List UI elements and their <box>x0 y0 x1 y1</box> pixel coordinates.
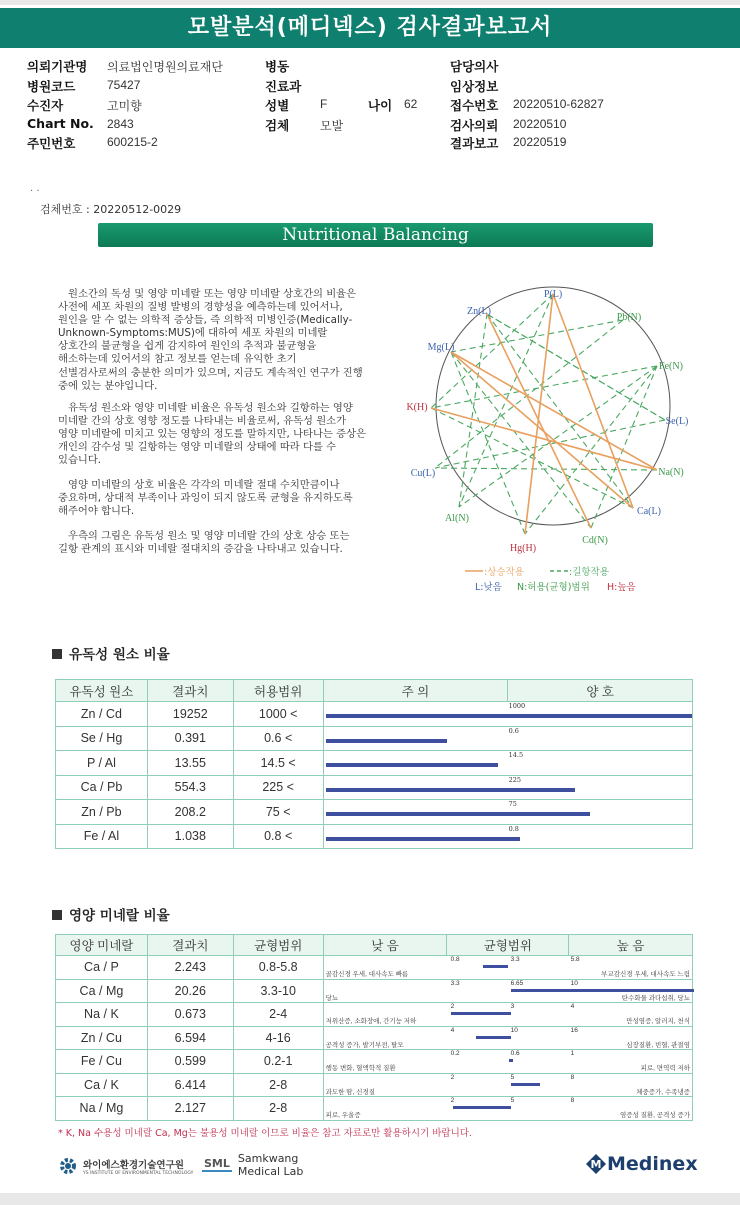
toxic-range: 14.5 < <box>233 751 323 776</box>
header-label: 접수번호 <box>450 98 499 113</box>
toxic-bar-cell <box>323 726 692 751</box>
antagonism-line <box>451 352 591 528</box>
legend-level-text: N:허용(균형)범위 <box>517 582 590 593</box>
legend-level-text: H:높음 <box>607 582 636 593</box>
nutrient-high-text: 체중증가, 수족냉증 <box>636 1088 690 1096</box>
nutrient-range: 4-16 <box>233 1026 323 1050</box>
nutrient-bar <box>476 1036 511 1039</box>
nutrient-range-mid: 5 <box>510 1073 515 1081</box>
nutrient-result: 2.243 <box>147 956 233 980</box>
nutrient-result: 20.26 <box>147 979 233 1003</box>
medinex-logo <box>586 1153 698 1175</box>
square-bullet-icon <box>52 649 62 659</box>
nutrient-bar-cell <box>323 1050 692 1074</box>
wheel-node-label: Fe(N) <box>659 361 683 372</box>
nutrient-range-min: 3.3 <box>450 979 460 987</box>
nutrient-result: 6.414 <box>147 1073 233 1097</box>
toxic-range: 0.6 < <box>233 726 323 751</box>
nutrient-bar-cell <box>323 1073 692 1097</box>
toxic-bar-cell <box>323 800 692 825</box>
bottom-strip <box>0 1193 740 1205</box>
nutrient-header-cell: 높 음 <box>569 935 693 956</box>
toxic-bar <box>326 739 447 743</box>
nutrient-range-mid: 6.65 <box>510 979 524 987</box>
footnote: * K, Na 수용성 미네랄 Ca, Mg는 불용성 미네랄 이므로 비율은 참고 자료로만 활용하시기 바랍니다. <box>58 1128 472 1139</box>
header-label: 의뢰기관명 <box>27 59 88 74</box>
synergy-line <box>525 294 553 534</box>
toxic-name: Se / Hg <box>56 726 148 751</box>
toxic-row <box>56 824 693 849</box>
toxic-result: 19252 <box>147 702 233 727</box>
nutrient-row <box>56 1050 693 1074</box>
header-label: 진료과 <box>265 79 302 94</box>
nutrient-range-mid: 3 <box>510 1003 515 1010</box>
wheel-node-label: Na(N) <box>658 467 684 478</box>
nutrient-range-min: 0.2 <box>450 1050 460 1057</box>
header-value: 20220510 <box>513 117 567 131</box>
header-label: 임상정보 <box>450 79 499 94</box>
nutrient-range-min: 2 <box>450 1073 455 1081</box>
nutrient-low-text: 행동 변화, 혈액학적 질환 <box>325 1065 396 1072</box>
nutrient-high-text: 심장질환, 빈혈, 관절염 <box>626 1041 690 1049</box>
nutrient-bar-cell <box>323 979 692 1003</box>
samkwang-name: Samkwang <box>237 1152 299 1165</box>
nutrient-row <box>56 1003 693 1027</box>
nutrient-name: Fe / Cu <box>56 1050 148 1074</box>
toxic-result: 13.55 <box>147 751 233 776</box>
toxic-bar <box>326 837 520 841</box>
synergy-line <box>487 314 591 528</box>
nutrient-row <box>56 956 693 980</box>
nutrient-range: 3.3-10 <box>233 979 323 1003</box>
nutrient-range-mid: 10 <box>510 1026 518 1034</box>
exam-number: 검체번호 : 20220512-0029 <box>40 203 182 216</box>
header-value: 의료법인명원의료재단 <box>107 60 223 74</box>
toxic-bar-cell <box>323 775 692 800</box>
header-label: 검사의뢰 <box>450 118 499 133</box>
antagonism-line <box>451 320 623 352</box>
nutrient-result: 2.127 <box>147 1097 233 1121</box>
toxic-row <box>56 751 693 776</box>
wheel-node-label: Hg(H) <box>509 543 537 554</box>
header-label: 수진자 <box>27 98 64 113</box>
nutrient-range-min: 0.8 <box>450 956 460 963</box>
nutrient-bar <box>453 1106 511 1109</box>
nutrient-header-cell: 균형범위 <box>233 935 323 956</box>
header-label: 병원코드 <box>27 79 76 94</box>
nutrient-range-max: 16 <box>570 1026 578 1034</box>
header-label: 병동 <box>265 59 290 74</box>
ys-org-name: 와이에스환경기술연구원 <box>83 1159 184 1171</box>
toxic-row <box>56 800 693 825</box>
nutrient-range-max: 10 <box>570 979 578 987</box>
toxic-row <box>56 775 693 800</box>
header-label: 결과보고 <box>450 136 499 151</box>
nutrient-high-text: 탄수화물 과다섭취, 당뇨 <box>621 994 690 1002</box>
header-value: 600215-2 <box>107 135 158 149</box>
toxic-bar-cell <box>323 824 692 849</box>
nutrient-high-text: 피로, 면역력 저하 <box>640 1065 690 1072</box>
header-value: 20220510-62827 <box>513 97 604 111</box>
toxic-name: Zn / Cd <box>56 702 148 727</box>
nutrient-ratio-table <box>55 934 693 1121</box>
header-label: 검체 <box>265 118 290 133</box>
nutrient-range: 2-8 <box>233 1097 323 1121</box>
wheel-node-label: Al(N) <box>445 513 469 524</box>
ys-org-sub: YS INSTITUTE OF ENVIRONMENTAL TECHNOLOGY <box>83 1170 194 1176</box>
nutrient-result: 0.673 <box>147 1003 233 1027</box>
toxic-result: 0.391 <box>147 726 233 751</box>
nutrient-result: 6.594 <box>147 1026 233 1050</box>
age-value: 62 <box>404 97 418 111</box>
nutrient-low-text: 공격성 증가, 발기부전, 탈모 <box>325 1041 404 1049</box>
nutrient-bar-cell <box>323 1003 692 1027</box>
antagonism-line <box>459 314 487 507</box>
nutrient-name: Ca / Mg <box>56 979 148 1003</box>
nutrient-result: 0.599 <box>147 1050 233 1074</box>
nutrient-range: 2-8 <box>233 1073 323 1097</box>
nutrient-range: 0.2-1 <box>233 1050 323 1074</box>
header-value: 20220519 <box>513 135 567 149</box>
nutrient-bar-cell <box>323 1026 692 1050</box>
toxic-row <box>56 726 693 751</box>
nutrient-range: 2-4 <box>233 1003 323 1027</box>
samkwang-logo <box>202 1152 303 1178</box>
intro-paragraph-1: 원소간의 독성 및 영양 미네랄 또는 영양 미네랄 상호간의 비율은 사전에 세포 차원의 질병 발병의 경향성을 예측하는데 있어서나, 원인을 알 수 없는 의학적 증상들, 즉 의학적 미병인증(Medically-Unknown-Symptoms:MUS)에 대하여 세포 차원의 미네랄 상호간의 불균형을 쉽게 감지하여 원인의 추적과 불균형을 해소하는데 있어서의 참고 정보를 얻는데 유익한 초기 선별검사로써의 충분한 의미가 있으며, 지금도 계속적인 연구가 진행 중에 있는 분야입니다. <box>58 288 363 392</box>
nutrient-range-mid: 5 <box>510 1097 515 1104</box>
nutrient-range-max: 8 <box>570 1073 575 1081</box>
nutrient-name: Ca / P <box>56 956 148 980</box>
toxic-result: 1.038 <box>147 824 233 849</box>
toxic-bar <box>326 714 692 718</box>
toxic-header-cell: 유독성 원소 <box>56 680 148 702</box>
toxic-name: Zn / Pb <box>56 800 148 825</box>
nutrient-bar-cell <box>323 956 692 980</box>
nutrient-header-cell: 결과치 <box>147 935 233 956</box>
nutrient-row <box>56 1097 693 1121</box>
sml-abbr: SML <box>204 1157 230 1170</box>
toxic-header-cell: 결과치 <box>147 680 233 702</box>
nutrient-high-text: 염증성 질환, 공격성 증가 <box>619 1112 690 1119</box>
intro-paragraph-3: 영양 미네랄의 상호 비율은 각각의 미네랄 절대 수치만큼이나 중요하며, 상대적 부족이나 과잉이 되지 않도록 균형을 유지하도록 해주어야 합니다. <box>58 479 353 518</box>
nutrient-bar <box>509 1059 513 1062</box>
nutrient-name: Ca / K <box>56 1073 148 1097</box>
nutrient-bar <box>511 1083 540 1086</box>
nutrient-range-min: 2 <box>450 1003 455 1010</box>
toxic-bar-cell <box>323 702 692 727</box>
nutrient-row <box>56 1073 693 1097</box>
toxic-range: 225 < <box>233 775 323 800</box>
nutrient-bar-cell <box>323 1097 692 1121</box>
nutrient-row <box>56 1026 693 1050</box>
nutrient-header-cell: 낮 음 <box>323 935 447 956</box>
nutrient-range-max: 4 <box>570 1003 575 1010</box>
nutrient-high-text: 만성염증, 알러지, 천식 <box>626 1018 690 1025</box>
nutrient-bar <box>451 1012 511 1015</box>
toxic-ref-label: 225 <box>508 775 522 784</box>
header-label: 주민번호 <box>27 136 76 151</box>
wheel-node-label: Se(L) <box>665 416 689 427</box>
toxic-result: 208.2 <box>147 800 233 825</box>
toxic-bar <box>326 812 590 816</box>
square-bullet-icon <box>52 910 62 920</box>
nutrient-section-title <box>52 904 170 924</box>
header-value: 75427 <box>107 78 141 92</box>
report-title: 모발분석(메디넥스) 검사결과보고서 <box>0 8 740 48</box>
toxic-ref-label: 14.5 <box>508 751 524 759</box>
toxic-bar <box>326 788 575 792</box>
legend-text: :길항작용 <box>569 567 609 578</box>
nutrient-range-max: 5.8 <box>570 956 580 963</box>
wheel-node-label: Zn(L) <box>467 306 491 317</box>
medinex-name: Medinex <box>607 1153 698 1175</box>
medinex-logo-icon <box>586 1154 606 1174</box>
nutrient-range-min: 2 <box>450 1097 455 1104</box>
wheel-node-label: P(L) <box>543 289 563 300</box>
toxic-ref-label: 75 <box>508 800 517 808</box>
nutrient-low-text: 피로, 우울증 <box>325 1112 361 1119</box>
nutrient-low-text: 저위산증, 소화장애, 간기능 저하 <box>325 1018 417 1025</box>
nutrient-range-mid: 3.3 <box>510 956 520 963</box>
nutrient-name: Na / K <box>56 1003 148 1027</box>
intro-paragraph-4: 우측의 그림은 유독성 원소 및 영양 미네랄 간의 상호 상승 또는 길항 관계의 표시와 미네랄 절대치의 증감을 나타내고 있습니다. <box>58 530 350 556</box>
wheel-node-label: Cd(N) <box>582 535 608 546</box>
toxic-header-cell: 주 의 <box>323 680 508 702</box>
ys-institute-logo <box>57 1155 193 1177</box>
toxic-title-text: 유독성 원소 비율 <box>69 647 170 663</box>
legend-text: :상승작용 <box>484 567 524 578</box>
top-strip <box>0 0 740 5</box>
toxic-header-cell: 양 호 <box>508 680 693 702</box>
nutrient-low-text: 과도한 땀, 신경질 <box>325 1088 375 1096</box>
toxic-range: 0.8 < <box>233 824 323 849</box>
nutrient-bar <box>511 989 694 992</box>
nutrient-high-text: 부교감신경 우세, 대사속도 느림 <box>601 971 690 978</box>
toxic-bar <box>326 763 498 767</box>
toxic-result: 554.3 <box>147 775 233 800</box>
wheel-node-label: Cu(L) <box>410 468 436 479</box>
header-value: 고미향 <box>107 99 142 113</box>
nutrient-range-max: 8 <box>570 1097 575 1104</box>
antagonism-line <box>435 468 657 470</box>
header-value: F <box>320 97 328 111</box>
wheel-node-label: Pb(N) <box>616 312 642 323</box>
wheel-node-label: Ca(L) <box>637 506 661 517</box>
nutrient-header-cell: 영양 미네랄 <box>56 935 148 956</box>
header-label: 성별 <box>265 98 290 113</box>
toxic-name: Ca / Pb <box>56 775 148 800</box>
toxic-ref-label: 1000 <box>508 702 526 710</box>
toxic-range: 1000 < <box>233 702 323 727</box>
nutrient-title-text: 영양 미네랄 비율 <box>69 908 170 924</box>
toxic-ratio-table <box>55 679 693 849</box>
svg-text:M: M <box>590 1158 602 1171</box>
nutrient-name: Zn / Cu <box>56 1026 148 1050</box>
toxic-name: Fe / Al <box>56 824 148 849</box>
intro-paragraph-2: 유독성 원소와 영양 미네랄 비율은 유독성 원소와 길항하는 영양 미네랄 간의 상호 영향 정도를 나타내는 비율로써, 유독성 원소가 영양 미네랄에 미치고 있는 영향의 정도를 말하지만, 나타나는 증상은 개인의 감수성 및 길항하는 영양 미네랄의 상태에 따라 다를 수 있습니다. <box>58 402 366 467</box>
nutrient-name: Na / Mg <box>56 1097 148 1121</box>
nutritional-balancing-banner: Nutritional Balancing <box>98 223 653 247</box>
toxic-section-title <box>52 643 170 663</box>
header-value: 모발 <box>320 119 344 133</box>
toxic-name: P / Al <box>56 751 148 776</box>
header-label: 담당의사 <box>450 59 499 74</box>
nutrient-header-cell: 균형범위 <box>447 935 569 956</box>
scan-dots: . . <box>30 183 40 194</box>
nutrient-range-mid: 0.6 <box>510 1050 520 1057</box>
wheel-node-label: K(H) <box>406 402 428 413</box>
nutrient-low-text: 골감신경 우세, 대사속도 빠름 <box>325 971 409 978</box>
legend-level-text: L:낮음 <box>475 582 502 593</box>
toxic-range: 75 < <box>233 800 323 825</box>
header-value: 2843 <box>107 117 134 131</box>
nutrient-row <box>56 979 693 1003</box>
toxic-bar-cell <box>323 751 692 776</box>
age-label: 나이 <box>368 98 393 113</box>
nutrient-low-text: 당뇨 <box>325 994 339 1002</box>
synergy-line <box>431 408 657 470</box>
header-label: Chart No. <box>27 116 94 131</box>
toxic-ref-label: 0.6 <box>508 726 519 735</box>
toxic-row <box>56 702 693 727</box>
nutrient-range: 0.8-5.8 <box>233 956 323 980</box>
medical-lab-name: Medical Lab <box>237 1165 304 1178</box>
toxic-ref-label: 0.8 <box>508 824 519 833</box>
wheel-node-label: Mg(L) <box>427 342 455 353</box>
nutrient-range-min: 4 <box>450 1026 455 1034</box>
mineral-wheel-diagram <box>395 280 715 610</box>
nutrient-range-max: 1 <box>570 1050 575 1057</box>
ys-logo-icon <box>57 1155 79 1177</box>
toxic-header-cell: 허용범위 <box>233 680 323 702</box>
nutrient-bar <box>483 965 508 968</box>
